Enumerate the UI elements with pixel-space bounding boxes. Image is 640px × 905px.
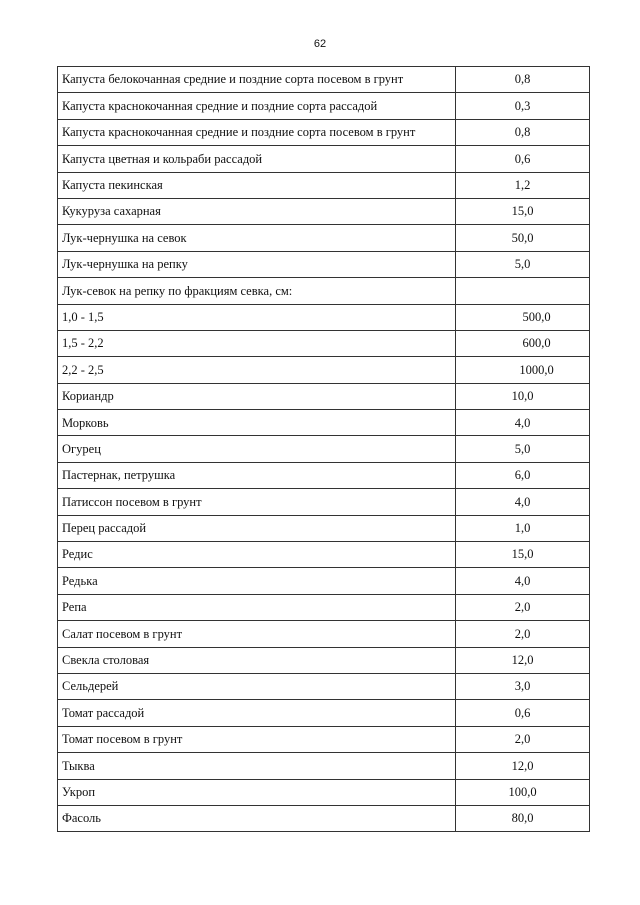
value-text: 2,0 bbox=[514, 626, 531, 641]
crop-name-cell: Капуста цветная и кольраби рассадой bbox=[58, 146, 456, 172]
table-row bbox=[58, 621, 590, 647]
table-row bbox=[58, 304, 590, 330]
crop-name-cell: Репа bbox=[58, 594, 456, 620]
value-text: 5,0 bbox=[514, 441, 531, 456]
seed-rate-table bbox=[57, 66, 590, 832]
table-row bbox=[58, 673, 590, 699]
crop-name-cell: Томат рассадой bbox=[58, 700, 456, 726]
value-text: 4,0 bbox=[514, 494, 531, 509]
table-row bbox=[58, 542, 590, 568]
value-text: 1,0 bbox=[514, 521, 531, 536]
value-cell bbox=[456, 330, 590, 356]
crop-name-cell: 1,0 - 1,5 bbox=[58, 304, 456, 330]
table-row bbox=[58, 594, 590, 620]
value-text: 4,0 bbox=[514, 415, 531, 430]
table-row bbox=[58, 93, 590, 119]
table-row bbox=[58, 726, 590, 752]
table-row bbox=[58, 805, 590, 831]
value-text: 100,0 bbox=[508, 784, 537, 799]
value-cell bbox=[456, 515, 590, 541]
crop-name-cell: 1,5 - 2,2 bbox=[58, 330, 456, 356]
value-text: 1000,0 bbox=[519, 362, 554, 377]
crop-name-cell: Редис bbox=[58, 542, 456, 568]
page-number: 62 bbox=[313, 38, 327, 50]
crop-name-cell: Фасоль bbox=[58, 805, 456, 831]
crop-name-cell: Морковь bbox=[58, 410, 456, 436]
value-text: 1,2 bbox=[514, 178, 531, 192]
value-text: 6,0 bbox=[514, 468, 531, 483]
value-text: 600,0 bbox=[522, 336, 551, 351]
table-row bbox=[58, 251, 590, 277]
value-cell bbox=[456, 621, 590, 647]
value-text: 0,6 bbox=[514, 151, 531, 166]
value-cell bbox=[456, 673, 590, 699]
table-row bbox=[58, 119, 590, 145]
crop-name-cell: Свекла столовая bbox=[58, 647, 456, 673]
crop-name-cell: Тыква bbox=[58, 753, 456, 779]
table-row bbox=[58, 462, 590, 488]
table-row bbox=[58, 779, 590, 805]
crop-name-cell: Кориандр bbox=[58, 383, 456, 409]
value-cell bbox=[456, 304, 590, 330]
value-cell bbox=[456, 410, 590, 436]
value-cell bbox=[456, 172, 590, 198]
value-text: 12,0 bbox=[511, 758, 534, 773]
table-row bbox=[58, 489, 590, 515]
table-row bbox=[58, 278, 590, 304]
table-row bbox=[58, 225, 590, 251]
crop-name-cell: Сельдерей bbox=[58, 673, 456, 699]
crop-name-cell: Пастернак, петрушка bbox=[58, 462, 456, 488]
crop-name-cell: Капуста краснокочанная средние и поздние сорта посевом в грунт bbox=[58, 119, 456, 145]
table-row bbox=[58, 568, 590, 594]
value-text: 500,0 bbox=[522, 309, 551, 324]
crop-name-cell: Патиссон посевом в грунт bbox=[58, 489, 456, 515]
value-text: 15,0 bbox=[511, 547, 534, 562]
value-cell bbox=[456, 357, 590, 383]
value-cell bbox=[456, 647, 590, 673]
table-row bbox=[58, 410, 590, 436]
value-text: 15,0 bbox=[511, 204, 534, 219]
value-cell bbox=[456, 805, 590, 831]
crop-name-cell: Кукуруза сахарная bbox=[58, 198, 456, 224]
crop-name-cell: Капуста белокочанная средние и поздние сорта посевом в грунт bbox=[58, 67, 456, 93]
crop-name-cell: Капуста пекинская bbox=[58, 172, 456, 198]
value-text: 0,8 bbox=[514, 72, 531, 87]
table-row bbox=[58, 198, 590, 224]
value-text: 5,0 bbox=[514, 257, 531, 272]
value-text: 3,0 bbox=[514, 679, 531, 694]
value-cell bbox=[456, 568, 590, 594]
value-cell bbox=[456, 594, 590, 620]
table-row bbox=[58, 383, 590, 409]
table-row bbox=[58, 357, 590, 383]
crop-name-cell: Томат посевом в грунт bbox=[58, 726, 456, 752]
table-row bbox=[58, 647, 590, 673]
value-cell bbox=[456, 93, 590, 119]
crop-name-cell: Лук-чернушка на севок bbox=[58, 225, 456, 251]
value-cell bbox=[456, 779, 590, 805]
value-cell bbox=[456, 278, 590, 304]
value-cell bbox=[456, 542, 590, 568]
value-text: 4,0 bbox=[514, 573, 531, 588]
value-cell bbox=[456, 225, 590, 251]
value-text: 12,0 bbox=[511, 653, 534, 668]
crop-name-cell: Перец рассадой bbox=[58, 515, 456, 541]
value-cell bbox=[456, 67, 590, 93]
crop-name-cell: Лук-севок на репку по фракциям севка, см: bbox=[58, 278, 456, 304]
value-cell bbox=[456, 462, 590, 488]
value-cell bbox=[456, 489, 590, 515]
crop-name-cell: Укроп bbox=[58, 779, 456, 805]
table-row bbox=[58, 700, 590, 726]
table-row bbox=[58, 146, 590, 172]
value-cell bbox=[456, 198, 590, 224]
value-cell bbox=[456, 436, 590, 462]
value-cell bbox=[456, 700, 590, 726]
value-text: 0,6 bbox=[514, 705, 531, 720]
crop-name-cell: Редька bbox=[58, 568, 456, 594]
crop-name-cell: Лук-чернушка на репку bbox=[58, 251, 456, 277]
value-text: 10,0 bbox=[511, 389, 534, 404]
table-row bbox=[58, 753, 590, 779]
value-text: 2,0 bbox=[514, 600, 531, 615]
value-cell bbox=[456, 753, 590, 779]
value-text: 0,3 bbox=[514, 98, 531, 113]
value-cell bbox=[456, 383, 590, 409]
table-row bbox=[58, 172, 590, 198]
value-cell bbox=[456, 119, 590, 145]
crop-name-cell: Капуста краснокочанная средние и поздние сорта рассадой bbox=[58, 93, 456, 119]
table-row bbox=[58, 436, 590, 462]
table-row bbox=[58, 67, 590, 93]
value-text: 0,8 bbox=[514, 125, 531, 140]
crop-name-cell: Огурец bbox=[58, 436, 456, 462]
value-cell bbox=[456, 146, 590, 172]
table-row bbox=[58, 515, 590, 541]
value-cell bbox=[456, 251, 590, 277]
value-cell bbox=[456, 726, 590, 752]
crop-name-cell: 2,2 - 2,5 bbox=[58, 357, 456, 383]
value-text: 80,0 bbox=[511, 811, 534, 826]
crop-name-cell: Салат посевом в грунт bbox=[58, 621, 456, 647]
value-text: 2,0 bbox=[514, 732, 531, 747]
table-row bbox=[58, 330, 590, 356]
value-text: 50,0 bbox=[511, 230, 534, 245]
